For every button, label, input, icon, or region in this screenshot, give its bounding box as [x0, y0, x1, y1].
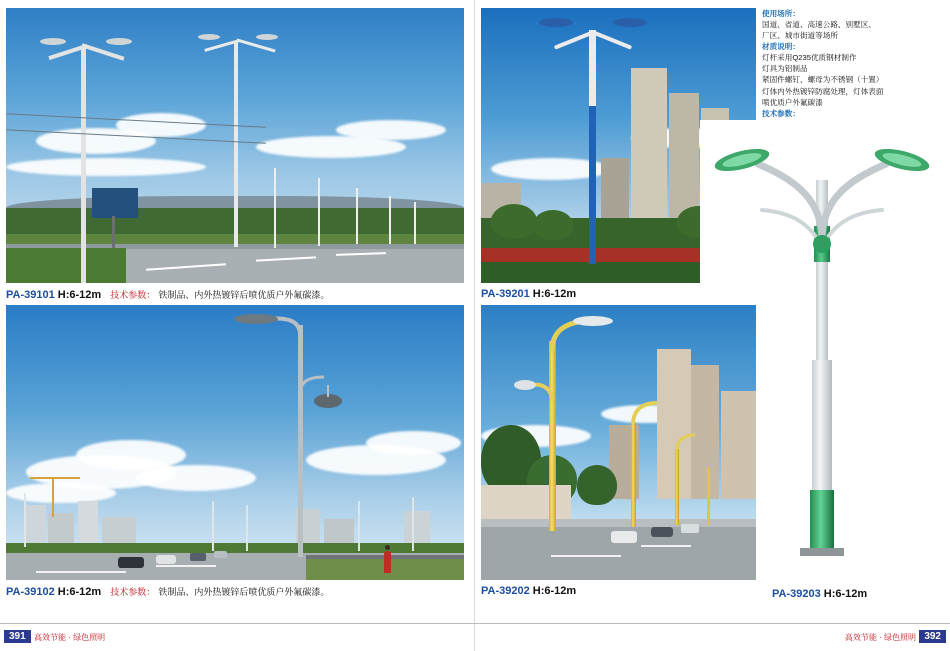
usage-title: 使用场所：: [762, 9, 800, 18]
product-photo-pa-39202: [481, 305, 756, 580]
lamp-head: [256, 34, 278, 40]
lamp-pole: [212, 501, 214, 551]
usage-line: 国道、省道、高速公路、别墅区、: [762, 20, 876, 30]
lamp-pole: [246, 505, 248, 551]
lamp-head: [106, 38, 132, 45]
model-number: PA-39102: [6, 586, 55, 598]
page-number-right: 392: [919, 630, 946, 643]
page-number-left: 391: [4, 630, 31, 643]
lamp-pole: [412, 497, 414, 551]
footer-text-right: 高效节能 · 绿色照明: [844, 633, 916, 642]
tech-title: 技术参数：: [762, 108, 800, 118]
model-height: H:6-12m: [532, 288, 577, 300]
tech-text: 铁制品、内外热镀锌后喷优质户外氟碳漆。: [158, 587, 330, 597]
tree: [491, 204, 537, 238]
lamp-head: [613, 18, 647, 27]
lamp-pole: [631, 423, 636, 527]
lamp-pole: [234, 42, 238, 247]
model-height: H:6-12m: [532, 585, 577, 597]
lamp-head: [539, 18, 573, 27]
material-line: 喷优质户外氟碳漆: [762, 97, 823, 107]
lamp-base-plate: [800, 548, 844, 556]
lamp-head: [198, 34, 220, 40]
model-height: H:6-12m: [57, 289, 102, 301]
lamp-pole: [589, 104, 596, 264]
roadside-grass: [6, 248, 126, 283]
lamp-pole: [24, 493, 26, 547]
cloud: [6, 158, 206, 176]
model-height: H:6-12m: [823, 588, 868, 600]
material-line: 灯体内外热镀锌防腐处理，灯体表面: [762, 86, 884, 96]
footer-text-left: 高效节能 · 绿色照明: [34, 633, 106, 642]
tech-text: 铁制品、内外热镀锌后喷优质户外氟碳漆。: [158, 290, 330, 300]
lamp-pole: [707, 467, 710, 525]
material-line: 紧固件螺钉、螺母为不锈钢（十置）: [762, 75, 884, 85]
building: [631, 68, 667, 228]
model-number: PA-39203: [772, 588, 821, 600]
caption-pa-39101: [6, 288, 329, 301]
lamp-pole: [81, 48, 86, 283]
material-title: 材质说明：: [762, 42, 800, 52]
material-line: 灯具为铝制品: [762, 64, 808, 74]
model-number: PA-39201: [481, 288, 530, 300]
billboard: [92, 188, 138, 218]
lamp-pole: [358, 501, 360, 551]
billboard-post: [112, 216, 115, 248]
lamp-arm-graphic: [481, 305, 756, 580]
product-photo-pa-39101: [6, 8, 464, 283]
tech-label: 技术参数：: [110, 290, 156, 300]
lamp-pole: [389, 196, 391, 244]
caption-pa-39203: [772, 588, 867, 600]
lamp-pole: [356, 188, 358, 244]
lamp-pole-upper: [589, 30, 596, 106]
lamp-pole: [274, 168, 276, 248]
lamp-pole: [675, 449, 679, 525]
lamp-pole: [414, 202, 416, 244]
model-number: PA-39101: [6, 289, 55, 301]
lamp-pole-green-base: [810, 490, 834, 550]
footer-divider: [0, 623, 950, 624]
model-number: PA-39202: [481, 585, 530, 597]
cloud: [116, 113, 206, 137]
lamp-arms-graphic: [700, 120, 944, 320]
lamp-head: [40, 38, 66, 45]
product-photo-pa-39102: [6, 305, 464, 580]
tech-label: 技术参数：: [110, 587, 156, 597]
usage-line: 厂区、城市街道等场所: [762, 31, 838, 41]
lamp-pole: [318, 178, 320, 246]
lamp-arm-graphic: [6, 305, 464, 580]
page-gutter: [474, 0, 475, 651]
model-height: H:6-12m: [57, 586, 102, 598]
caption-pa-39202: [481, 585, 576, 597]
caption-pa-39102: [6, 585, 329, 598]
caption-pa-39201: [481, 288, 576, 300]
cloud: [336, 120, 446, 140]
material-line: 灯杆采用Q235优质钢材制作: [762, 53, 857, 63]
tree: [533, 210, 573, 240]
